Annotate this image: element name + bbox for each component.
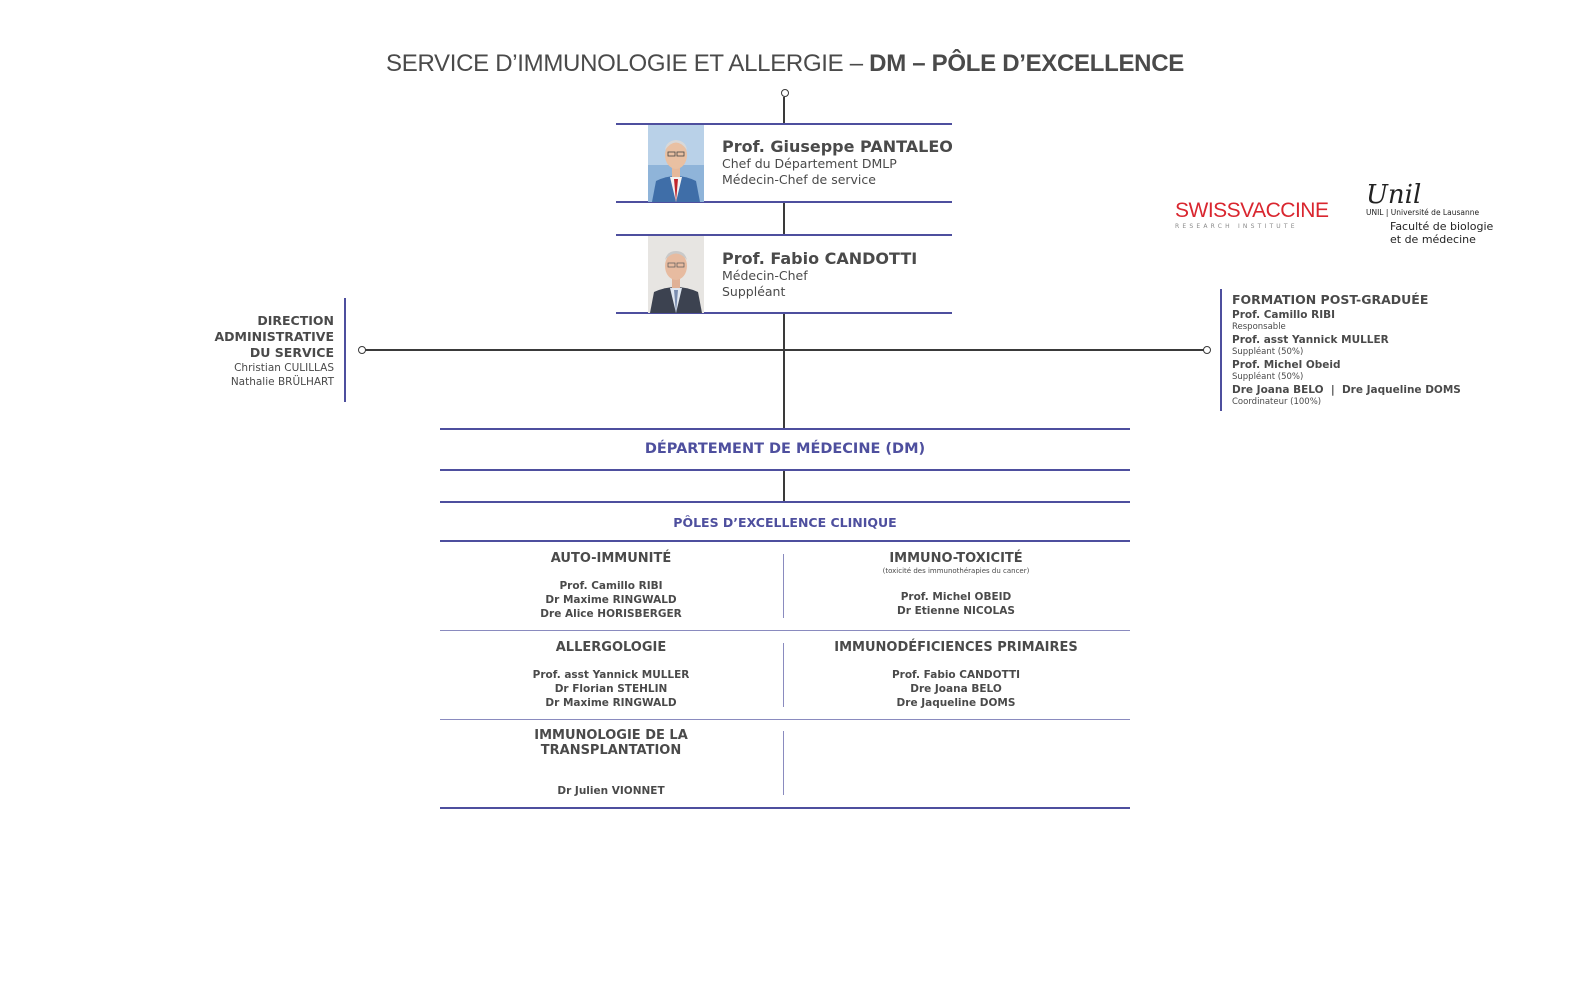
head1-name: Prof. Giuseppe PANTALEO [722,137,953,156]
direction-member: Christian CULILLAS [234,362,334,374]
dept-top-rule [440,428,1130,430]
unil-faculty-1: Faculté de biologie [1390,220,1494,233]
department-title: DÉPARTEMENT DE MÉDECINE (DM) [644,441,926,457]
head2-info [722,249,917,300]
pole-heading: ALLERGOLOGIE [555,640,667,655]
formation-role: Suppléant (50%) [1232,347,1304,357]
head1-photo [648,125,704,202]
direction-heading-2: ADMINISTRATIVE [214,329,334,344]
direction-block [180,313,334,389]
pole-immunodeficiences [785,640,1127,710]
pole-member: Dr Maxime RINGWALD [545,697,677,709]
pole-immuno-toxicite [785,551,1127,618]
swissvaccine-logo-text: SWISSVACCINE [1175,199,1329,222]
pole-member: Dr Maxime RINGWALD [545,594,677,606]
formation-name: Prof. asst Yannick MULLER [1232,334,1389,346]
connector-heads [783,203,785,234]
formation-block [1232,292,1492,407]
pole-member: Dre Jaqueline DOMS [896,697,1016,709]
unil-logo-script: Unil [1366,180,1422,210]
formation-role: Responsable [1232,322,1286,332]
connector-dot-top [781,89,789,97]
head1-info [722,137,953,188]
head2-role-2: Suppléant [722,284,786,299]
head2-name: Prof. Fabio CANDOTTI [722,249,918,268]
poles-top-rule [440,501,1130,503]
pole-member: Prof. Michel OBEID [900,591,1012,603]
formation-role: Suppléant (50%) [1232,372,1304,382]
pole-row-rule [440,719,1130,720]
swissvaccine-logo-sub: RESEARCH INSTITUTE [1175,223,1298,230]
pole-member: Dr Etienne NICOLAS [897,605,1015,617]
title-bold: DM – PÔLE D’EXCELLENCE [869,50,1184,77]
pole-heading: IMMUNOLOGIE DE LA [534,728,688,743]
formation-rule [1220,289,1222,411]
pole-heading: AUTO-IMMUNITÉ [550,551,672,566]
connector-dot-left [358,346,366,354]
pole-member: Dr Florian STEHLIN [554,683,668,695]
pole-auto-immunite [440,551,782,621]
formation-role: Coordinateur (100%) [1232,397,1322,407]
page-title [0,50,1570,78]
head2-photo [648,236,704,313]
direction-member: Nathalie BRÜLHART [230,376,334,388]
pole-member: Dre Alice HORISBERGER [540,608,682,620]
direction-rule [344,298,346,402]
pole-transplantation [440,728,782,798]
pole-heading: IMMUNODÉFICIENCES PRIMAIRES [834,640,1078,655]
pole-heading: IMMUNO-TOXICITÉ [889,551,1023,566]
formation-name: Dre Joana BELO | Dre Jaqueline DOMS [1232,384,1461,396]
direction-heading-3: DU SERVICE [249,345,334,360]
connector-dot-right [1203,346,1211,354]
pole-member: Prof. asst Yannick MULLER [532,669,690,681]
pole-subtitle: (toxicité des immunothérapies du cancer) [882,567,1030,575]
formation-name: Prof. Michel Obeid [1232,359,1341,371]
pole-allergologie [440,640,782,710]
unil-faculty-2: et de médecine [1390,233,1476,246]
unil-logo-line: UNIL | Université de Lausanne [1366,208,1480,217]
formation-heading: FORMATION POST-GRADUÉE [1232,292,1429,307]
pole-divider [783,731,784,795]
pole-member: Prof. Camillo RIBI [559,580,663,592]
poles-header-rule [440,540,1130,542]
pole-divider [783,643,784,707]
pole-row-rule [440,630,1130,631]
swissvaccine-logo [1175,199,1329,230]
connector-top [783,97,785,124]
formation-name: Prof. Camillo RIBI [1232,309,1336,321]
head1-role-2: Médecin-Chef de service [722,172,876,187]
connector-trunk [783,314,785,428]
pole-member: Dre Joana BELO [910,683,1002,695]
direction-heading-1: DIRECTION [257,313,334,328]
dept-bottom-rule [440,469,1130,471]
head1-role-1: Chef du Département DMLP [722,156,897,171]
pole-divider [783,554,784,618]
head2-role-1: Médecin-Chef [722,268,808,283]
title-light: SERVICE D’IMMUNOLOGIE ET ALLERGIE – [386,50,870,77]
poles-title: PÔLES D’EXCELLENCE CLINIQUE [673,515,897,530]
pole-heading: TRANSPLANTATION [540,743,682,758]
connector-horizontal [364,349,1206,351]
poles-bottom-rule [440,807,1130,809]
pole-member: Dr Julien VIONNET [557,785,665,797]
unil-logo [1366,180,1496,246]
pole-member: Prof. Fabio CANDOTTI [891,669,1021,681]
connector-dept-poles [783,471,785,501]
